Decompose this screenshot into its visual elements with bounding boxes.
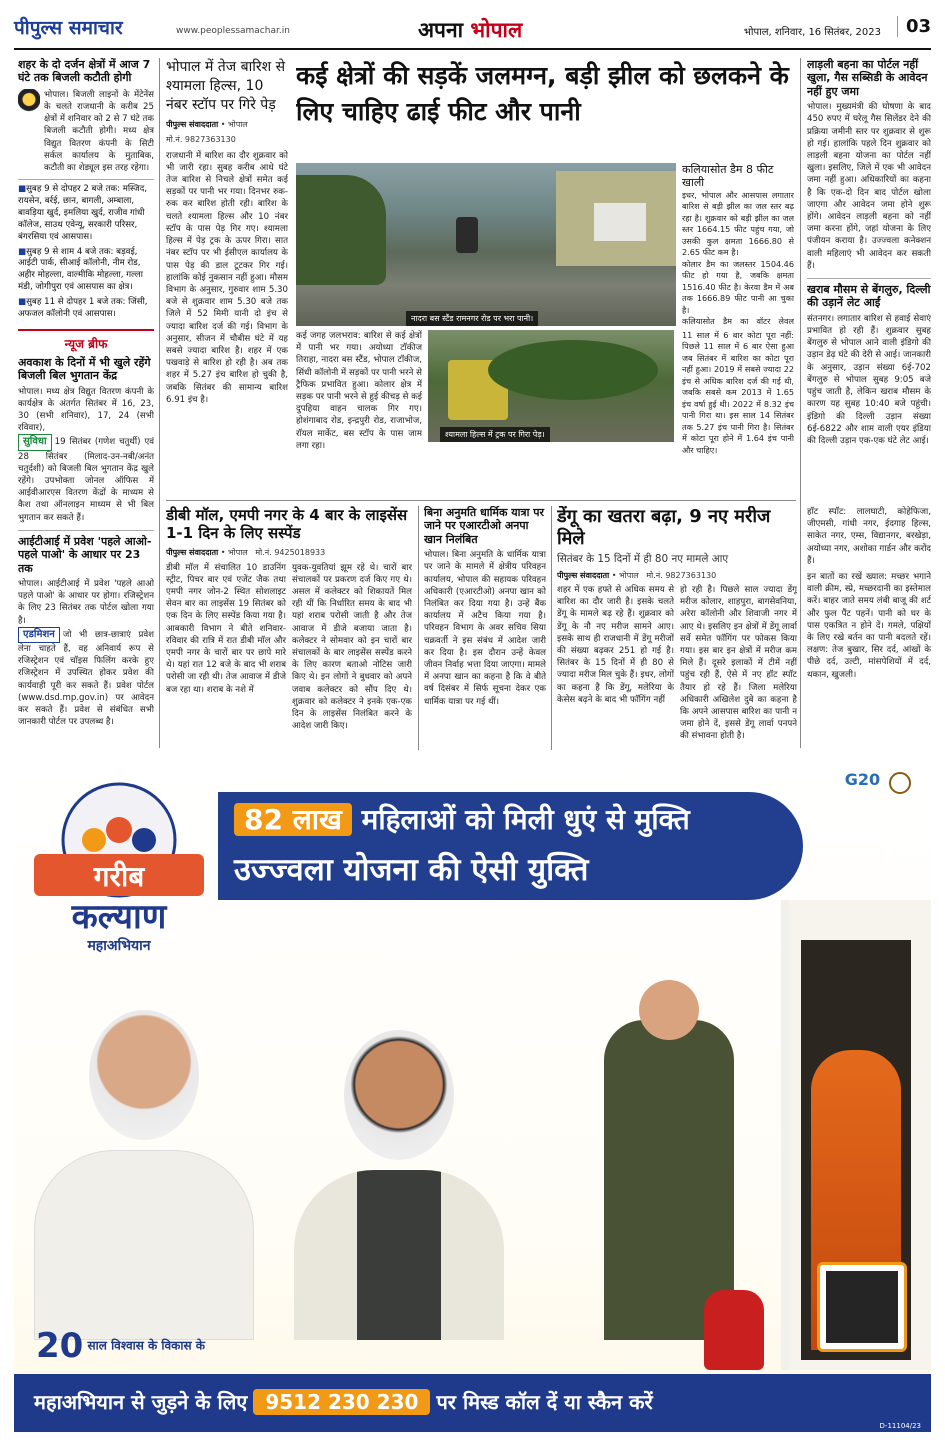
news-brief-label: न्यूज ब्रीफ: [64, 336, 108, 351]
site-url[interactable]: www.peoplessamachar.in: [176, 26, 290, 36]
tree-fall-headline: भोपाल में तेज बारिश से श्यामला हिल्स, 10 नंबर स्टॉप पर गिरे पेड़: [166, 59, 286, 113]
qr-code[interactable]: [817, 1262, 907, 1352]
dengue-sidebar: [807, 506, 931, 750]
missed-call-cta: महाअभियान से जुड़ने के लिए 9512 230 230 पर मिस्ड कॉल दें या स्कैन करें: [34, 1390, 653, 1414]
garib-kalyan-badge: [24, 780, 214, 956]
leader-portrait-left: [34, 1000, 254, 1340]
newspaper-logo: पीपुल्स समाचार: [14, 17, 123, 39]
byline: पीपुल्स संवाददाता • भोपाल मो.नं. 9827363130: [557, 570, 717, 580]
column-divider: [159, 58, 160, 748]
dam-body-3: कलियासोत डैम का वॉटर लेवल: [682, 316, 794, 326]
section-title: अपना भोपाल: [418, 18, 523, 42]
power-cut-headline: शहर के दो दर्जन क्षेत्रों में आज 7 घंटे तक बिजली कटौती होगी: [18, 58, 151, 85]
list-item: ■ सुबह 9 से शाम 4 बजे तक: बड़वई, आईटी पार्क, सीआई कॉलोनी, नीम रोड, अहीर मोहल्ला, वाल्मीकि मोहल्ला, गल्ला मंडी, जोगीपुरा एवं आसपास का क्षेत्र।: [18, 247, 154, 294]
power-cut-list: [18, 179, 154, 320]
bill-centre-headline: अवकाश के दिनों में भी खुले रहेंगे बिजली बिल भुगतान केंद्र: [18, 355, 151, 383]
ad-footer: [14, 1374, 931, 1432]
dam-body-2: कोलार डैम का जलस्तर 1504.46 फीट हो गया है, जबकि क्षमता 1516.40 फीट है। केरवा डैम में अब तक 1666.89 फीट पानी आ चुका है।: [682, 258, 794, 315]
arto-story: [424, 506, 546, 750]
fallen-tree-photo: [428, 330, 674, 442]
years-logo: 20 साल विश्वास के विकास के: [36, 1326, 206, 1366]
photo-caption: श्यामला हिल्स में ट्रक पर गिरा पेड़।: [440, 427, 550, 442]
byline-phone: मो.नं. 9827363130: [166, 134, 236, 144]
power-cut-body: भोपाल। बिजली लाइनों के मेंटेनेंस के चलते राजधानी के करीब 25 क्षेत्रों में शनिवार को 2 से 7 घंटे तक बिजली कटौती होगी। मध्य क्षेत्र विद्युत वितरण कंपनी के सिटी सर्कल कार्यालय के मुताबिक, कटौती का शेड्यूल इस तरह रहेगा।: [44, 89, 154, 174]
ad-headline-1: 82 लाख महिलाओं को मिली धुएं से मुक्ति: [234, 800, 690, 838]
ujjwala-advertisement: [14, 760, 931, 1432]
column-divider: [418, 506, 419, 750]
flight-delay-body: संतनगर। लगातार बारिश से हवाई सेवाएं प्रभावित हो रही हैं। शुक्रवार सुबह बेंगलुरु से भोपाल आने वाली इंडिगो की उड़ान डेढ़ घंटे की देरी से आई। जानकारी के अनुसार, उड़ान संख्या 6ई-702 बेंगलुरु से भोपाल सुबह 9:05 बजे पहुंच जाती है, लेकिन खराब मौसम के कारण यह सुबह 10:40 बजे पहुंची। इंडिगो की दिल्ली उड़ान संख्या 6ई-6822 और शाम वाली एयर इंडिया की दिल्ली उड़ान एक-एक घंटे लेट आई।: [807, 313, 931, 446]
rain-record-body: 11 साल में 6 बार कोटा पूरा नहीं: पिछले 11 साल में 6 बार ऐसा हुआ जब सितंबर में बारिश का कोटा पूरा नहीं हुआ। 2019 में सबसे ज्यादा 22 इंच से अधिक बारिश दर्ज की गई थी, जबकि सबसे कम 2013 में 1.65 इंच वर्षा हुई थी। 2022 में 8.32 इंच पानी गिरा था। इस साल 14 सितंबर तक 5.27 इंच पानी गिरा है। सितंबर में कोटा पूरा होने में 1.64 इंच पानी और चाहिए।: [682, 330, 794, 455]
lead-headline-block: [296, 58, 796, 158]
ad-code: D-11104/23: [879, 1422, 921, 1430]
svg-text:गरीब: गरीब: [93, 860, 145, 893]
db-mall-story: [166, 506, 412, 750]
masthead: [14, 10, 931, 50]
flood-road-photo: [296, 163, 676, 326]
list-item: ■ सुबह 9 से दोपहर 2 बजे तक: मस्जिद, रायसेन, बर्रई, छान, बागली, अम्बाला, बावड़िया खुर्द, इमलिया खुर्द, राजीव गांधी कॉलेज, साउथ एवेन्यू, सरकारी परिसर, बंगरसिया एवं आसपास।: [18, 184, 154, 243]
svg-text:कल्याण: कल्याण: [71, 897, 167, 937]
dengue-subhead: सितंबर के 15 दिनों में ही 80 नए मामले आए: [557, 552, 729, 565]
list-item: ■ सुबह 11 से दोपहर 1 बजे तक: जिंसी, अफजल कॉलोनी एवं आसपास।: [18, 297, 154, 321]
db-mall-body-1: डीबी मॉल में संचालित 10 डाउनिंग स्ट्रीट, पिचर बार एवं एजेंट जैक तथा एमपी नगर जोन-2 स्थित सोशलाइट सेवन बार का लाइसेंस 19 सितंबर को एक दिन के लिए सस्पेंड किया गया है। आबकारी विभाग ने बीते शनिवार-रविवार की रात्रि में रात डीबी मॉल और एमपी नगर के चारों बार पर छापे मारे थे। यहां रात 12 बजे के बाद भी शराब परोसी जा रही थी। तेज आवाज में डीजे बज रहा था। शराब के नशे में: [166, 562, 286, 695]
gas-subsidy-body: भोपाल। मुख्यमंत्री की घोषणा के बाद 450 रुपए में घरेलू गैस सिलेंडर देने की प्रक्रिया जमीनी स्तर पर शुक्रवार से शुरू हो गई। हालांकि पहले दिन शुक्रवार को लाड़ली बहना योजना का पोर्टल नहीं खुला। इसलिए, जिले में एक भी आवेदन जमा नहीं हुआ। अधिकारियों का कहना है कि एक-दो दिन बाद पोर्टल खोला जाएगा और आवेदन जमा होने शुरू होंगे। आवेदन लाड़ली बहना को नहीं जमा करना होंगे, जहां योजना के लिए पंजीयन कराया है। उज्ज्वला कनेक्शन वाली महिलाएं भी आवेदन कर सकती हैं।: [807, 102, 931, 271]
facility-tag: सुविधा: [18, 434, 52, 450]
iti-body-2: जो भी छात्र-छात्राएं प्रवेश लेना चाहते हैं, वह अनिवार्य रूप से रजिस्ट्रेशन एवं चॉइस फिलिंग करके हुए रजिस्ट्रेशन में उपस्थित होकर प्रवेश की कार्यवाही पूरी कर सकते हैं। प्रवेश पोर्टल (www.dsd.mp.gov.in) पर आवेदन कर सकते हैं। प्रवेश से संबंधित सभी जानकारी पोर्टल पर उपलब्ध है।: [18, 629, 154, 728]
page-number: 03: [897, 16, 931, 37]
arto-headline: बिना अनुमति धार्मिक यात्रा पर जाने पर एआरटीओ अनपा खान निलंबित: [424, 506, 544, 546]
rain-record: [682, 330, 794, 495]
phone-number[interactable]: 9512 230 230: [253, 1389, 430, 1415]
dengue-body-1: शहर में एक हफ्ते से अधिक समय से बारिश का दौर जारी है। इसके चलते डेंगू के मामले बढ़ रहे हैं। शुक्रवार को डेंगू के नौ नए मरीज सामने आए। इसके साथ ही राजधानी में डेंगू मरीजों की संख्या बढ़कर 251 हो गई है। सितंबर के 15 दिनों में ही 80 से ज्यादा मरीज मिल चुके हैं। इधर, लोगों का कहना है कि डेंगू, मलेरिया के केसेस बढ़ने के बाद भी फॉगिंग नहीं: [557, 584, 674, 705]
dengue-hotspots: हॉट स्पॉट: लालघाटी, कोहेफिजा, जीएमसी, गांधी नगर, ईदगाह हिल्स, साकेत नगर, एम्स, विद्यानगर, बरखेड़ा, अयोध्या नगर, अशोका गार्डन और करोंद हैं।: [807, 507, 931, 566]
dengue-headline: डेंगू का खतरा बढ़ा, 9 नए मरीज मिले: [557, 506, 771, 549]
bulb-icon: [18, 89, 40, 119]
column-divider: [551, 506, 552, 750]
dengue-body-2: हो रही है। पिछले साल ज्यादा डेंगू मरीज कोलार, शाहपुरा, बागसेवनिया, अरेरा कॉलोनी और शिवाजी नगर में आए थे। इसलिए इन क्षेत्रों में डेंगू लार्वा सर्वे समेत फॉगिंग पर फोकस किया गया। इस बार इन क्षेत्रों में मरीज कम मिले हैं। दूसरे इलाकों में टीमें नहीं पहुंच रही हैं, ऐसे में नए हॉट स्पॉट तैयार हो रहे हैं। जिला मलेरिया अधिकारी अखिलेश दुबे का कहना है कि अपने आसपास बारिश का पानी न जमा होने दें, इससे डेंगू लार्वा पनपने की संभावना होती है।: [680, 584, 797, 742]
iti-headline: आईटीआई में प्रवेश 'पहले आओ-पहले पाओ' के आधार पर 23 तक: [18, 530, 154, 575]
photo-caption: नादरा बस स्टैंड रामनगर रोड पर भरा पानी।: [406, 311, 538, 326]
bill-centre-body-2: 19 सितंबर (गणेश चतुर्थी) एवं 28 सितंबर (मिलाद-उन-नबी/अनंत चतुर्दशी) को बिजली बिल भुगतान केंद्र खुले रहेंगे। उपभोक्ता जोनल ऑफिस में आईवीआरएस वितरण केंद्रों के माध्यम से कैश तथा ऑनलाइन माध्यम से भी बिल भुगतान कर सकते हैं।: [18, 437, 154, 523]
flood-detail: [296, 330, 422, 495]
edition-date: भोपाल, शनिवार, 16 सितंबर, 2023: [743, 27, 881, 38]
lead-headline: कई क्षेत्रों की सड़कें जलमग्न, बड़ी झील को छलकने के लिए चाहिए ढाई फीट और पानी: [296, 61, 789, 126]
dam-headline: कलियासोत डैम 8 फीट खाली: [682, 163, 774, 190]
left-column: [18, 58, 154, 748]
dengue-advice: इन बातों का रखें ख्याल: मच्छर भगाने वाली क्रीम, स्प्रे, मच्छरदानी का इस्तेमाल करें। बाहर जाते समय लंबी बाजू की शर्ट और फुल पैंट पहनें। पानी को घर के पास एकत्रित न होने दें। गमले, पक्षियों के लिए रखे बर्तन का पानी बदलते रहें। लक्षण: तेज बुखार, सिर दर्द, आंखों के पीछे दर्द, उल्टी, मांसपेशियों में दर्द, थकान, खुजली।: [807, 572, 931, 680]
db-mall-body-2: युवक-युवतियां झूम रहे थे। चारों बार संचालकों पर प्रकरण दर्ज किए गए थे। असल में कलेक्टर को शिकायतें मिल रही थीं कि निर्धारित समय के बाद भी यहां शराब परोसी जाती है और तेज आवाज में डीजे बजाया जाता है। कलेक्टर ने सोमवार को इन चारों बार संचालकों के बार लाइसेंस सस्पेंड करने के लिए कारण बताओ नोटिस जारी किए थे। इन लोगों ने बुधवार को अपने जवाब कलेक्टर को सौंप दिए थे। शुक्रवार को कलेक्टर ने इनके एक-एक दिन के लाइसेंस निलंबित करने के आदेश जारी किए।: [292, 562, 412, 732]
db-mall-headline: डीबी मॉल, एमपी नगर के 4 बार के लाइसेंस 1-1 दिन के लिए सस्पेंड: [166, 506, 408, 543]
flight-delay-headline: खराब मौसम से बेंगलुरु, दिल्ली की उड़ानें लेट आईं: [807, 278, 931, 310]
bill-centre-body-1: भोपाल। मध्य क्षेत्र विद्युत वितरण कंपनी के कार्यक्षेत्र के अंतर्गत सितंबर में 16, 23, 30 (सभी शनिवार), 17, 24 (सभी रविवार),: [18, 386, 154, 434]
tree-fall-story: [166, 58, 288, 498]
dam-sidebar: [682, 163, 794, 326]
dengue-story: [557, 506, 797, 750]
govt-logos: G20: [845, 770, 911, 794]
dam-body-1: इधर, भोपाल और आसपास लगातार बारिश से बड़ी झील का जल स्तर बढ़ रहा है। शुक्रवार को बड़ी झील का जल स्तर 1664.15 फीट पहुंच गया, जो उसकी कुल क्षमता 1666.80 से 2.65 फीट कम है।: [682, 189, 794, 258]
iti-body-1: भोपाल। आईटीआई में प्रवेश 'पहले आओ पहले पाओ' के आधार पर होगा। रजिस्ट्रेशन के लिए 23 सितंबर तक पोर्टल खोला गया है।: [18, 578, 154, 626]
leader-portrait-right: [294, 1020, 504, 1340]
byline: पीपुल्स संवाददाता • भोपाल मो.नं. 9425018933: [166, 547, 326, 557]
ad-headline-2: उज्ज्वला योजना की ऐसी युक्ति: [234, 852, 589, 888]
svg-text:महाअभियान: महाअभियान: [87, 938, 151, 954]
column-divider: [800, 58, 801, 748]
flood-detail-body: कई जगह जलभराव: बारिश से कई क्षेत्रों में पानी भर गया। अयोध्या टॉकीज तिराहा, नादरा बस स्टैंड, भोपाल टॉकीज, सिंधी कॉलोनी में सड़कों पर पानी भरने से ट्रैफिक प्रभावित हुआ। कोलार क्षेत्र में सड़क पर पानी भरने से हुई कीचड़ से कई दुपहिया वाहन चालक गिर गए। होशंगाबाद रोड, इन्द्रपुरी रोड, राजाभोज, रॉयल मार्केट, बस स्टॉप के पास जाम लगा रहा।: [296, 331, 422, 451]
gas-subsidy-headline: लाड़ली बहना का पोर्टल नहीं खुला, गैस सब्सिडी के आवेदन नहीं हुए जमा: [807, 58, 928, 98]
admission-tag: एडमिशन: [18, 627, 60, 643]
byline: पीपुल्स संवाददाता • भोपाल: [166, 119, 248, 129]
tree-fall-body: राजधानी में बारिश का दौर शुक्रवार को भी जारी रहा। सुबह करीब आधे घंटे तेज बारिश से निचले क्षेत्रों समेत कई सड़कों पर पानी भर गया। दिनभर रुक-रुक कर बारिश होती रही। बारिश के चलते श्यामला हिल्स और 10 नंबर स्टॉप के पास पेड़ गिर गए। श्यामला हिल्स में पेड़ ट्रक के ऊपर गिरा। सात नंबर स्टॉप पर भी ईसीएल कार्यालय के पास पेड़ की डाल टूटकर गिर गई। हालांकि कोई नुकसान नहीं हुआ। मौसम विभाग के अनुसार, गुरुवार शाम 5.30 बजे से शुक्रवार शाम 5.30 बजे तक जिले में 52 मिमी यानी दो इंच से ज्यादा बारिश दर्ज की गई। विभाग के अनुसार, सीजन में चौबीस घंटे में यह सबसे ज्यादा बारिश है। शहर में एक पखवाड़े से बारिश हो रही है। अब तक शहर में 5.27 इंच बारिश हो चुकी है, जबकि सितंबर की सामान्य बारिश 6.91 इंच है।: [166, 150, 288, 405]
row-divider: [166, 500, 796, 501]
arto-body: भोपाल। बिना अनुमति के धार्मिक यात्रा पर जाने के मामले में क्षेत्रीय परिवहन कार्यालय, भोपाल की सहायक परिवहन अधिकारी (एआरटीओ) अनपा खान को निलंबित कर दिया गया है। उन्हें बैंक कार्यालय में अटैच किया गया है। परिवहन विभाग के अवर सचिव सिया चक्रवर्ती ने इस संबंध में आदेश जारी कर दिया है। इस दौरान उन्हें केवल जीवन निर्वाह भत्ता दिया जाएगा। मामले में अनपा खान का कहना है कि वे बीते वर्ष दिसंबर में सिर्फ सूचना देकर एक धार्मिक यात्रा पर गई थीं।: [424, 550, 546, 707]
emblem-icon: [889, 772, 911, 794]
